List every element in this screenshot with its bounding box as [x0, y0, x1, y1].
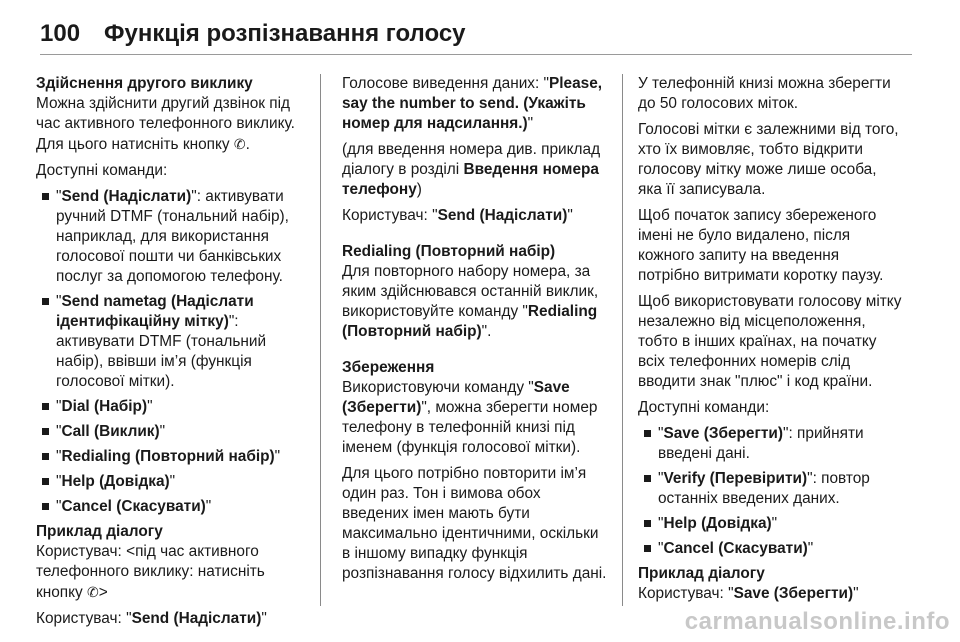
paragraph: Використовуючи команду "Save (Зберегти)", можна зберегти номер телефону в телефонній книзі під іменем (функція голосової мітки).	[342, 379, 598, 456]
phone-icon: ✆	[233, 136, 246, 152]
paragraph: Щоб використовувати голосову мітку незалежно від місцеположення, тобто в інших країнах, на початку всіх телефонних номерів слід вводити знак "плюс" і код країни.	[638, 293, 902, 390]
paragraph: Щоб початок запису збереженого імені не було видалено, після кожного запиту на введення потрібно витримати коротку паузу.	[638, 207, 884, 284]
list-item: "Help (Довідка)"	[36, 472, 298, 492]
page-header	[40, 14, 912, 55]
list-item: "Help (Довідка)"	[638, 514, 904, 534]
commands-label: Доступні команди:	[638, 399, 770, 416]
list-item: "Send (Надіслати)": активувати ручний DTMF (тональний набір), наприклад, для використання голосової пошти чи банківських послуг за допомогою телефону.	[36, 187, 298, 287]
paragraph: Голосове виведення даних: "Please, say the number to send. (Укажіть номер для надсилання.)"	[342, 75, 603, 132]
phone-icon: ✆	[87, 584, 99, 600]
column-divider	[622, 74, 623, 606]
page-number: 100	[40, 20, 81, 47]
list-item: "Verify (Перевірити)": повтор останніх введених даних.	[638, 469, 904, 509]
list-item: "Save (Зберегти)": прийняти введені дані.	[638, 424, 904, 464]
list-item: "Cancel (Скасувати)"	[36, 497, 298, 517]
paragraph: Користувач: "Send (Надіслати)"	[36, 610, 267, 627]
list-item: "Dial (Набір)"	[36, 397, 298, 417]
column-3	[638, 74, 904, 610]
column-1	[36, 74, 298, 635]
section-heading: Здійснення другого виклику	[36, 75, 253, 92]
commands-label: Доступні команди:	[36, 162, 168, 179]
list-item: "Send nametag (Надіслати ідентифікаційну мітку)": активувати DTMF (тональний набір), ввівши ім’я (функція голосової мітки).	[36, 292, 298, 392]
example-heading: Приклад діалогу	[36, 523, 163, 540]
example-heading: Приклад діалогу	[638, 565, 765, 582]
column-2	[342, 74, 608, 590]
paragraph: У телефонній книзі можна зберегти до 50 голосових міток.	[638, 75, 891, 112]
section-heading: Redialing (Повторний набір)	[342, 243, 556, 260]
list-item: "Call (Виклик)"	[36, 422, 298, 442]
list-item: "Cancel (Скасувати)"	[638, 539, 904, 559]
paragraph: (для введення номера див. приклад діалогу в розділі Введення номера телефону)	[342, 141, 601, 198]
paragraph: Користувач: "Send (Надіслати)"	[342, 207, 573, 224]
paragraph: Голосові мітки є залежними від того, хто їх вимовляє, тобто відкрити голосову мітку може лише особа, яка її записувала.	[638, 121, 899, 198]
section-heading: Збереження	[342, 359, 435, 376]
paragraph: Користувач: <під час активного телефонного виклику: натисніть кнопку ✆>	[36, 543, 265, 601]
column-divider	[320, 74, 321, 606]
paragraph: Користувач: "Save (Зберегти)"	[638, 585, 859, 602]
paragraph: Можна здійснити другий дзвінок під час активного телефонного виклику. Для цього натисніть кнопку ✆.	[36, 95, 295, 153]
paragraph: Для цього потрібно повторити ім’я один раз. Тон і вимова обох введених імен мають бути максимально ідентичними, оскільки в іншому випадку функція розпізнавання голосу відхилить дані.	[342, 465, 607, 582]
command-list	[36, 187, 298, 517]
watermark: carmanualsonline.info	[684, 608, 950, 635]
command-list	[638, 424, 904, 559]
list-item: "Redialing (Повторний набір)"	[36, 447, 298, 467]
paragraph: Для повторного набору номера, за яким здійснювався останній виклик, використовуйте команду "Redialing (Повторний набір)".	[342, 263, 599, 340]
page-title: Функція розпізнавання голосу	[104, 20, 466, 47]
